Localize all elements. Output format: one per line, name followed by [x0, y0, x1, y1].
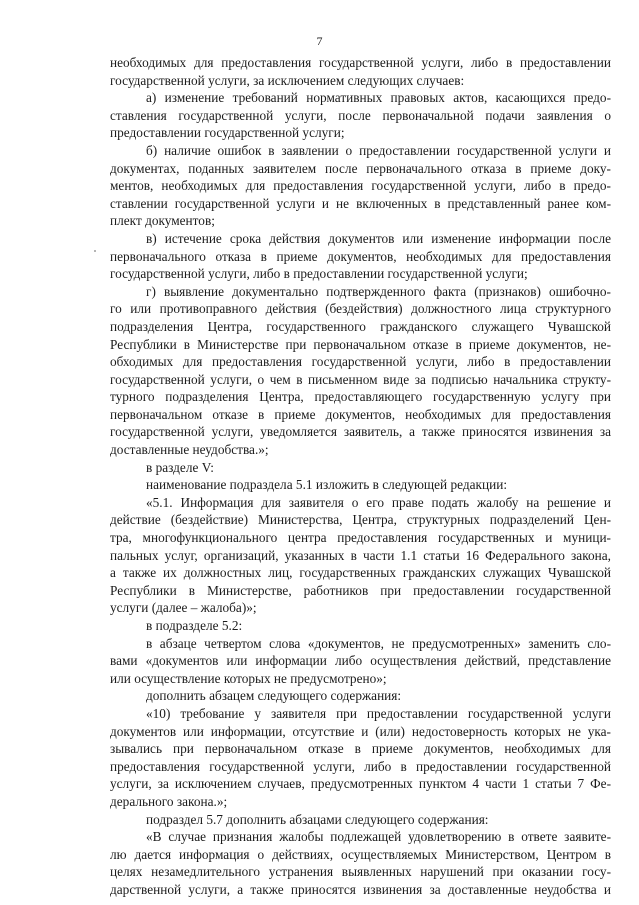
paragraph: [110, 230, 611, 283]
paragraph: [110, 828, 611, 898]
text-line: турного подразделения Центра, предоставляющего государственную услугу при: [110, 389, 611, 405]
paragraph: [110, 283, 611, 459]
paragraph: [110, 476, 611, 494]
text-line: обходимых для предоставления государственной услуги, либо в предоставлении: [110, 354, 611, 370]
paragraph: [110, 142, 611, 230]
text-line: пальных услуг, организаций, указанных в части 1.1 статьи 16 Федерального закона,: [110, 547, 611, 563]
document-body: [110, 54, 611, 899]
text-line: Республики в Министерстве, работников при предоставлении государственной: [110, 582, 611, 598]
page-number: 7: [316, 34, 323, 48]
text-line: в) истечение срока действия документов или изменение информации после: [146, 230, 611, 246]
text-line: а) изменение требований нормативных правовых актов, касающихся предо-: [146, 90, 611, 106]
text-line: государственной услуги, уведомляется заявитель, а также приносятся извинения за: [110, 424, 611, 440]
text-line: лю дается информация о действиях, осуществляемых Министерством, Центром в: [110, 846, 611, 862]
text-line: ментов, необходимых для предоставления государственной услуги, либо в предо-: [110, 178, 611, 194]
text-line: наименование подраздела 5.1 изложить в следующей редакции:: [146, 477, 508, 493]
text-line: государственной услуги, за исключением следующих случаев:: [110, 72, 465, 88]
text-line: государственной услуги, либо в предоставлении государственной услуги;: [110, 266, 528, 282]
text-line: услуги (далее – жалоба)»;: [110, 600, 257, 616]
paragraph: [110, 89, 611, 142]
text-line: первоначальном отказе в приеме документов, необходимых для предоставления: [110, 406, 611, 422]
text-line: или осуществление которых не предусмотрено»;: [110, 670, 387, 686]
text-line: ставлении государственной услуги и не включенных в представленный ранее ком-: [110, 195, 611, 211]
text-line: го или противоправного действия (бездействия) должностного лица структурного: [110, 301, 611, 317]
text-line: доставленные неудобства.»;: [110, 442, 269, 458]
paragraph: [110, 687, 611, 705]
text-line: в разделе V:: [146, 459, 215, 475]
text-line: г) выявление документально подтвержденного факта (признаков) ошибочно-: [146, 283, 611, 299]
text-line: «5.1. Информация для заявителя о его праве подать жалобу на решение и: [146, 494, 611, 510]
text-line: необходимых для предоставления государственной услуги, либо в предоставлении: [110, 55, 611, 70]
text-line: тра, многофункционального центра предоставления государственных и муници-: [110, 530, 611, 546]
text-line: б) наличие ошибок в заявлении о предоставлении государственной услуги и: [146, 142, 611, 158]
text-line: вами «документов или информации либо осуществления действий, представление: [110, 653, 611, 669]
paragraph: [110, 617, 611, 635]
text-line: услуги, за исключением случаев, предусмотренных пунктом 4 части 1 статьи 7 Фе-: [110, 776, 611, 792]
text-line: предоставления государственной услуги, либо в предоставлении государственной: [110, 758, 611, 774]
scan-mark: [94, 250, 96, 252]
text-line: целях незамедлительного устранения выявленных нарушений при оказании госу-: [110, 864, 611, 880]
paragraph: [110, 705, 611, 811]
text-line: действие (бездействие) Министерства, Центра, структурных подразделений Цен-: [110, 512, 611, 528]
text-line: зывались при первоначальном отказе в приеме документов, необходимых для: [110, 741, 611, 757]
text-line: «10) требование у заявителя при предоставлении государственной услуги: [146, 705, 611, 721]
paragraph: [110, 811, 611, 829]
text-line: подраздел 5.7 дополнить абзацами следующего содержания:: [146, 811, 489, 827]
text-line: подразделения Центра, государственного гражданского служащего Чувашской: [110, 318, 611, 334]
text-line: государственной услуги, о чем в письменном виде за подписью начальника структу-: [110, 371, 611, 387]
text-line: в абзаце четвертом слова «документов, не предусмотренных» заменить сло-: [146, 635, 611, 651]
text-line: первоначального отказа в приеме документов, необходимых для предоставления: [110, 248, 611, 264]
paragraph: [110, 54, 611, 89]
text-line: а также их должностных лиц, государственных гражданских служащих Чувашской: [110, 565, 611, 581]
text-line: дерального закона.»;: [110, 793, 228, 809]
text-line: в подразделе 5.2:: [146, 618, 243, 633]
text-line: дополнить абзацем следующего содержания:: [146, 688, 402, 704]
text-line: документов или информации, отсутствие и (или) недостоверность которых не ука-: [110, 723, 611, 739]
paragraph: [110, 459, 611, 477]
text-line: «В случае признания жалобы подлежащей удовлетворению в ответе заявите-: [146, 829, 611, 845]
text-line: предоставлении государственной услуги;: [110, 125, 345, 141]
text-line: документах, поданных заявителем после первоначального отказа в приеме доку-: [110, 160, 611, 176]
text-line: плект документов;: [110, 213, 215, 229]
text-line: ставления государственной услуги, после первоначальной подачи заявления о: [110, 107, 611, 123]
paragraph: [110, 635, 611, 688]
text-line: дарственной услуги, а также приносятся извинения за доставленные неудобства и: [110, 881, 611, 897]
paragraph: [110, 494, 611, 617]
text-line: Республики в Министерстве при первоначальном отказе в приеме документов, не-: [110, 336, 611, 352]
